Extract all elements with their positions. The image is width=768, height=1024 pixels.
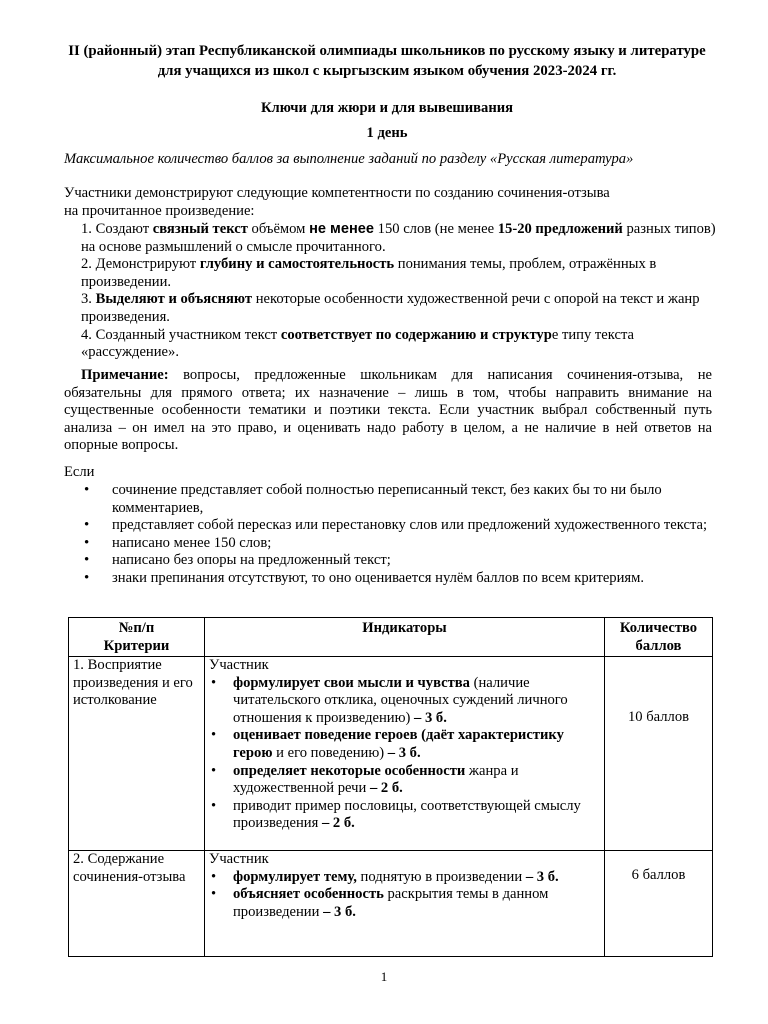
list-item: • формулирует тему, поднятую в произведении – 3 б. [209,869,600,887]
table-header-row [69,618,713,657]
points-cell: 10 баллов [605,657,713,851]
competency-item: 3. Выделяют и объясняют некоторые особенности художественной речи с опорой на текст и жанр произведения. [81,291,700,325]
indicators-cell: Участник • формулирует тему, поднятую в произведении – 3 б. • объясняет особенность раскрытия темы в данном произведении – 3 б. [205,851,605,957]
intro-line-1: Участники демонстрируют следующие компетентности по созданию сочинения-отзыва [64,185,610,201]
page-number: 1 [380,969,388,984]
max-score-line: Максимальное количество баллов за выполнение заданий по разделу «Русская литература» [64,151,634,167]
intro-line-2: на прочитанное произведение: [64,202,255,219]
competency-item: 2. Демонстрируют глубину и самостоятельность понимания темы, проблем, отражённых в произведении. [81,256,657,290]
indicators-cell: Участник • формулирует свои мысли и чувства (наличие читательского отклика, оценочных суждений личного отношения к произведению) – 3 б. • оценивает поведение героев (даёт характеристику герою и его поведению) – 3 б. • определяет некоторые особенности жанра и художественной речи – 2 б. • приводит пример пословицы, соответствующей смыслу произведения – 2 б. [205,657,605,851]
list-item: • объясняет особенность раскрытия темы в данном произведении – 3 б. [209,886,600,921]
header-criteria: №п/п Критерии [69,618,205,657]
competency-item: 1. Создают связный текст объёмом не менее 150 слов (не менее 15-20 предложений разных типов) на основе размышлений о смысле прочитанного. [81,221,716,255]
document-title: II (районный) этап Республиканской олимпиады школьников по русскому языку и литературе для учащихся из школ с кыргызским языком обучения 2023-2024 гг. [68,43,706,79]
list-item: • представляет собой пересказ или перестановку слов или предложений художественного текста; [84,517,714,535]
list-item: • написано без опоры на предложенный текст; [84,552,714,570]
list-item: • знаки препинания отсутствуют, то оно оценивается нулём баллов по всем критериям. [84,570,714,588]
note-paragraph [64,367,712,455]
note-text: вопросы, предложенные школьникам для написания сочинения-отзыва, не обязательны для прямого ответа; их назначение – лишь в том, чтобы направить внимание на существенные особенности тематики и поэтики текста. Если участник выбрал собственный путь анализа – он имел на это право, и оценивать надо работу в целом, а не наличие в ней ответов на опорные вопросы. [64,367,712,454]
note-label: Примечание: [81,367,169,383]
table-row [69,851,713,957]
competency-item: 4. Созданный участником текст соответствует по содержанию и структуре типу текста «рассуждение». [81,326,635,361]
list-item: • определяет некоторые особенности жанра и художественной речи – 2 б. [209,763,600,798]
keys-heading: Ключи для жюри и для вывешивания [260,100,514,116]
competency-list [81,221,721,362]
criterion-cell: 1. Восприятие произведения и его истолкование [69,657,205,851]
list-item: • формулирует свои мысли и чувства (наличие читательского отклика, оценочных суждений личного отношения к произведению) – 3 б. [209,675,600,728]
conditions-lead: Если [64,464,95,480]
criteria-table [68,617,713,957]
day-heading: 1 день [366,125,408,141]
criterion-cell: 2. Содержание сочинения-отзыва [69,851,205,957]
header-points: Количество баллов [605,618,713,657]
list-item: • написано менее 150 слов; [84,535,714,553]
list-item: • приводит пример пословицы, соответствующей смыслу произведения – 2 б. [209,798,600,833]
header-indicators: Индикаторы [205,618,605,657]
intro-paragraph [64,185,724,220]
table-row [69,657,713,851]
points-cell: 6 баллов [605,851,713,957]
conditions-list [84,482,714,588]
list-item: • сочинение представляет собой полностью переписанный текст, без каких бы то ни было комментариев, [84,482,714,517]
list-item: • оценивает поведение героев (даёт характеристику герою и его поведению) – 3 б. [209,727,600,762]
